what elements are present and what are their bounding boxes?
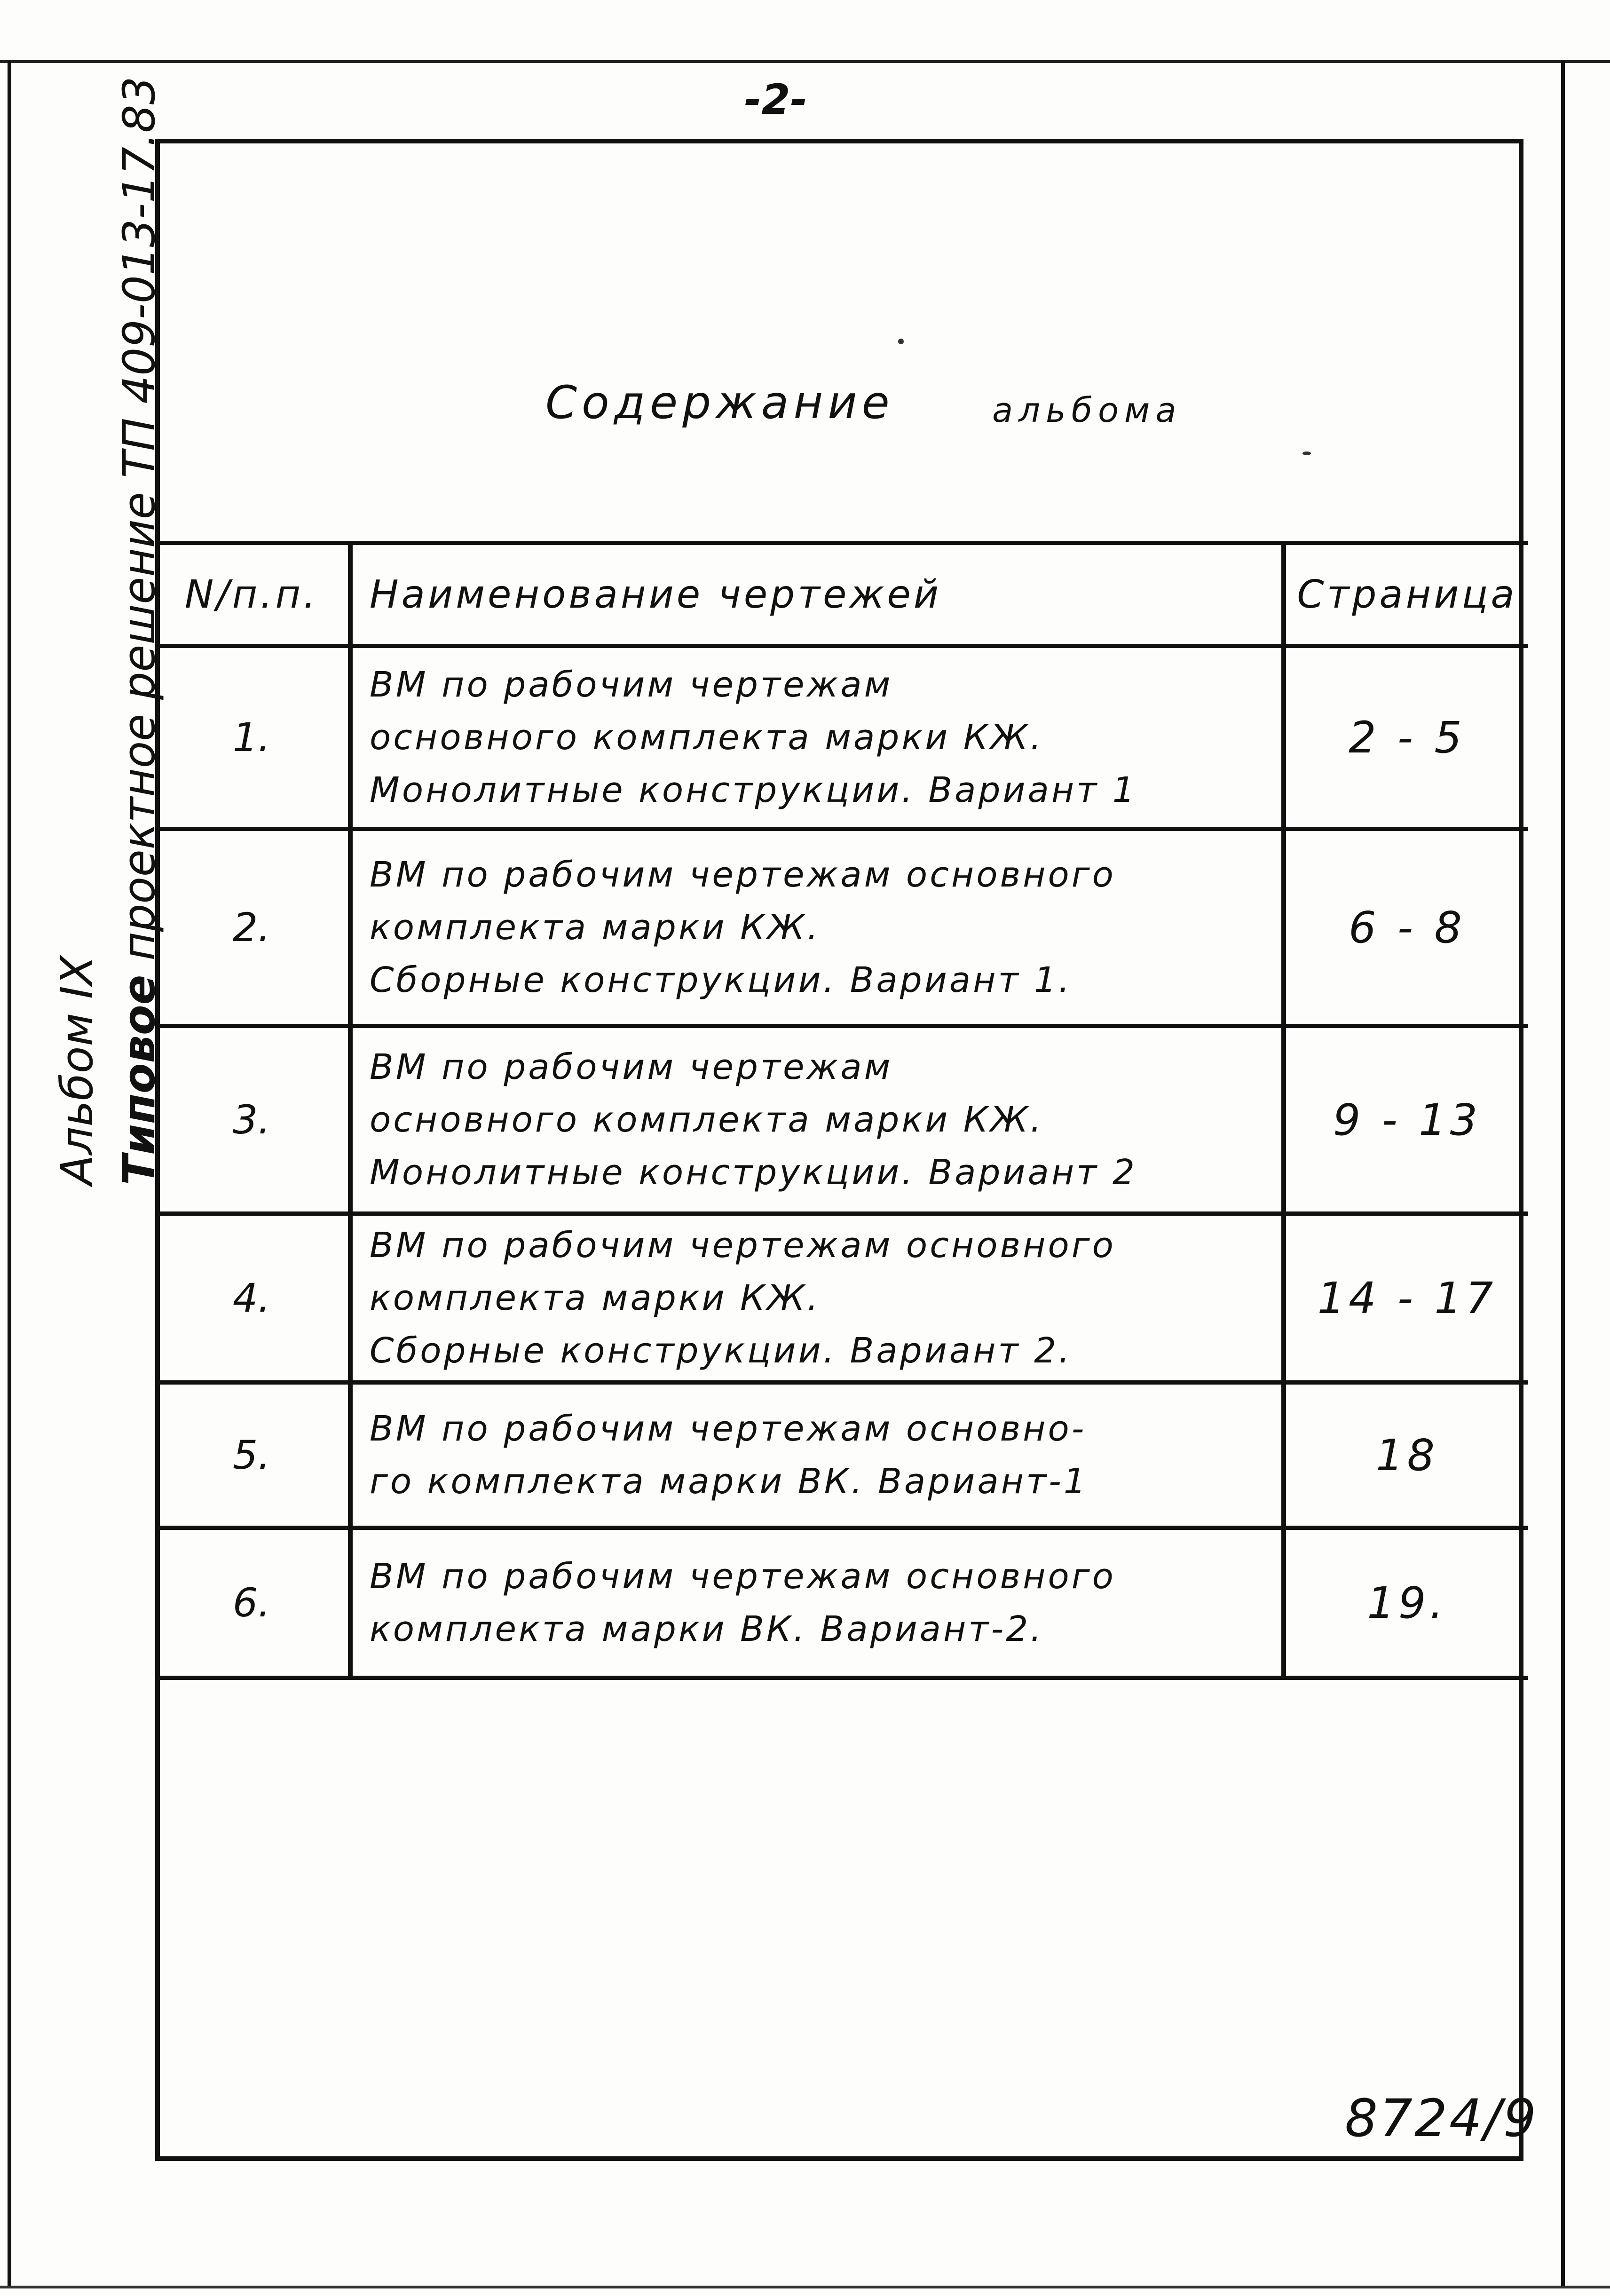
page-number: -2- — [744, 75, 808, 124]
archive-stamp-number: 8724/9 — [1345, 2088, 1538, 2148]
row-pages: 6 - 8 — [1284, 829, 1528, 1026]
row-name-line: ВМ по рабочим чертежам — [370, 665, 893, 705]
row-name-line: Сборные конструкции. Вариант 2. — [370, 1330, 1072, 1371]
row-name-line: ВМ по рабочим чертежам основного — [370, 1225, 1116, 1266]
bottom-border-line — [0, 2286, 1610, 2288]
document-title-album: альбома — [992, 390, 1182, 430]
row-pages: 14 - 17 — [1284, 1214, 1528, 1383]
row-number: 3. — [155, 1026, 350, 1214]
row-number: 4. — [155, 1214, 350, 1383]
project-type-word: Типовое — [114, 974, 165, 1185]
contents-table — [155, 541, 1528, 1680]
row-pages: 18 — [1284, 1383, 1528, 1528]
table-row — [155, 1383, 1528, 1528]
row-number: 6. — [155, 1528, 350, 1678]
row-name-line: комплекта марки КЖ. — [370, 1278, 821, 1318]
row-name-line: ВМ по рабочим чертежам основно- — [370, 1409, 1087, 1449]
table-row — [155, 1214, 1528, 1383]
row-name-line: Монолитные конструкции. Вариант 2 — [370, 1152, 1137, 1193]
project-code-text: проектное решение ТП 409-013-17.83 — [114, 76, 165, 975]
row-name-line: Монолитные конструкции. Вариант 1 — [370, 770, 1137, 810]
scan-speck — [898, 339, 904, 344]
row-name-line: Сборные конструкции. Вариант 1. — [370, 960, 1072, 1000]
row-number: 5. — [155, 1383, 350, 1528]
row-name-line: основного комплекта марки КЖ. — [370, 1100, 1044, 1140]
row-drawing-name — [350, 829, 1284, 1026]
table-row — [155, 1528, 1528, 1678]
row-drawing-name — [350, 1528, 1284, 1678]
row-name-line: го комплекта марки ВК. Вариант-1 — [370, 1461, 1088, 1502]
header-name: Наименование чертежей — [350, 543, 1284, 646]
row-number: 1. — [155, 646, 350, 829]
row-name-line: основного комплекта марки КЖ. — [370, 717, 1044, 758]
row-drawing-name — [350, 1383, 1284, 1528]
scan-speck — [1302, 451, 1311, 455]
header-page: Страница — [1284, 543, 1528, 646]
row-pages: 19. — [1284, 1528, 1528, 1678]
row-number: 2. — [155, 829, 350, 1026]
row-name-line: ВМ по рабочим чертежам основного — [370, 855, 1116, 895]
table-row — [155, 1026, 1528, 1214]
row-name-line: ВМ по рабочим чертежам — [370, 1047, 893, 1087]
row-drawing-name — [350, 1026, 1284, 1214]
table-header-row — [155, 543, 1528, 646]
document-title: Содержание — [545, 376, 894, 429]
table-row — [155, 829, 1528, 1026]
row-pages: 9 - 13 — [1284, 1026, 1528, 1214]
row-name-line: комплекта марки КЖ. — [370, 907, 821, 948]
table-row — [155, 646, 1528, 829]
album-label: Альбом IX — [52, 955, 103, 1185]
row-name-line: ВМ по рабочим чертежам основного — [370, 1556, 1116, 1597]
row-pages: 2 - 5 — [1284, 646, 1528, 829]
row-drawing-name — [350, 646, 1284, 829]
row-drawing-name — [350, 1214, 1284, 1383]
row-name-line: комплекта марки ВК. Вариант-2. — [370, 1609, 1044, 1649]
header-number: N/п.п. — [155, 543, 350, 646]
